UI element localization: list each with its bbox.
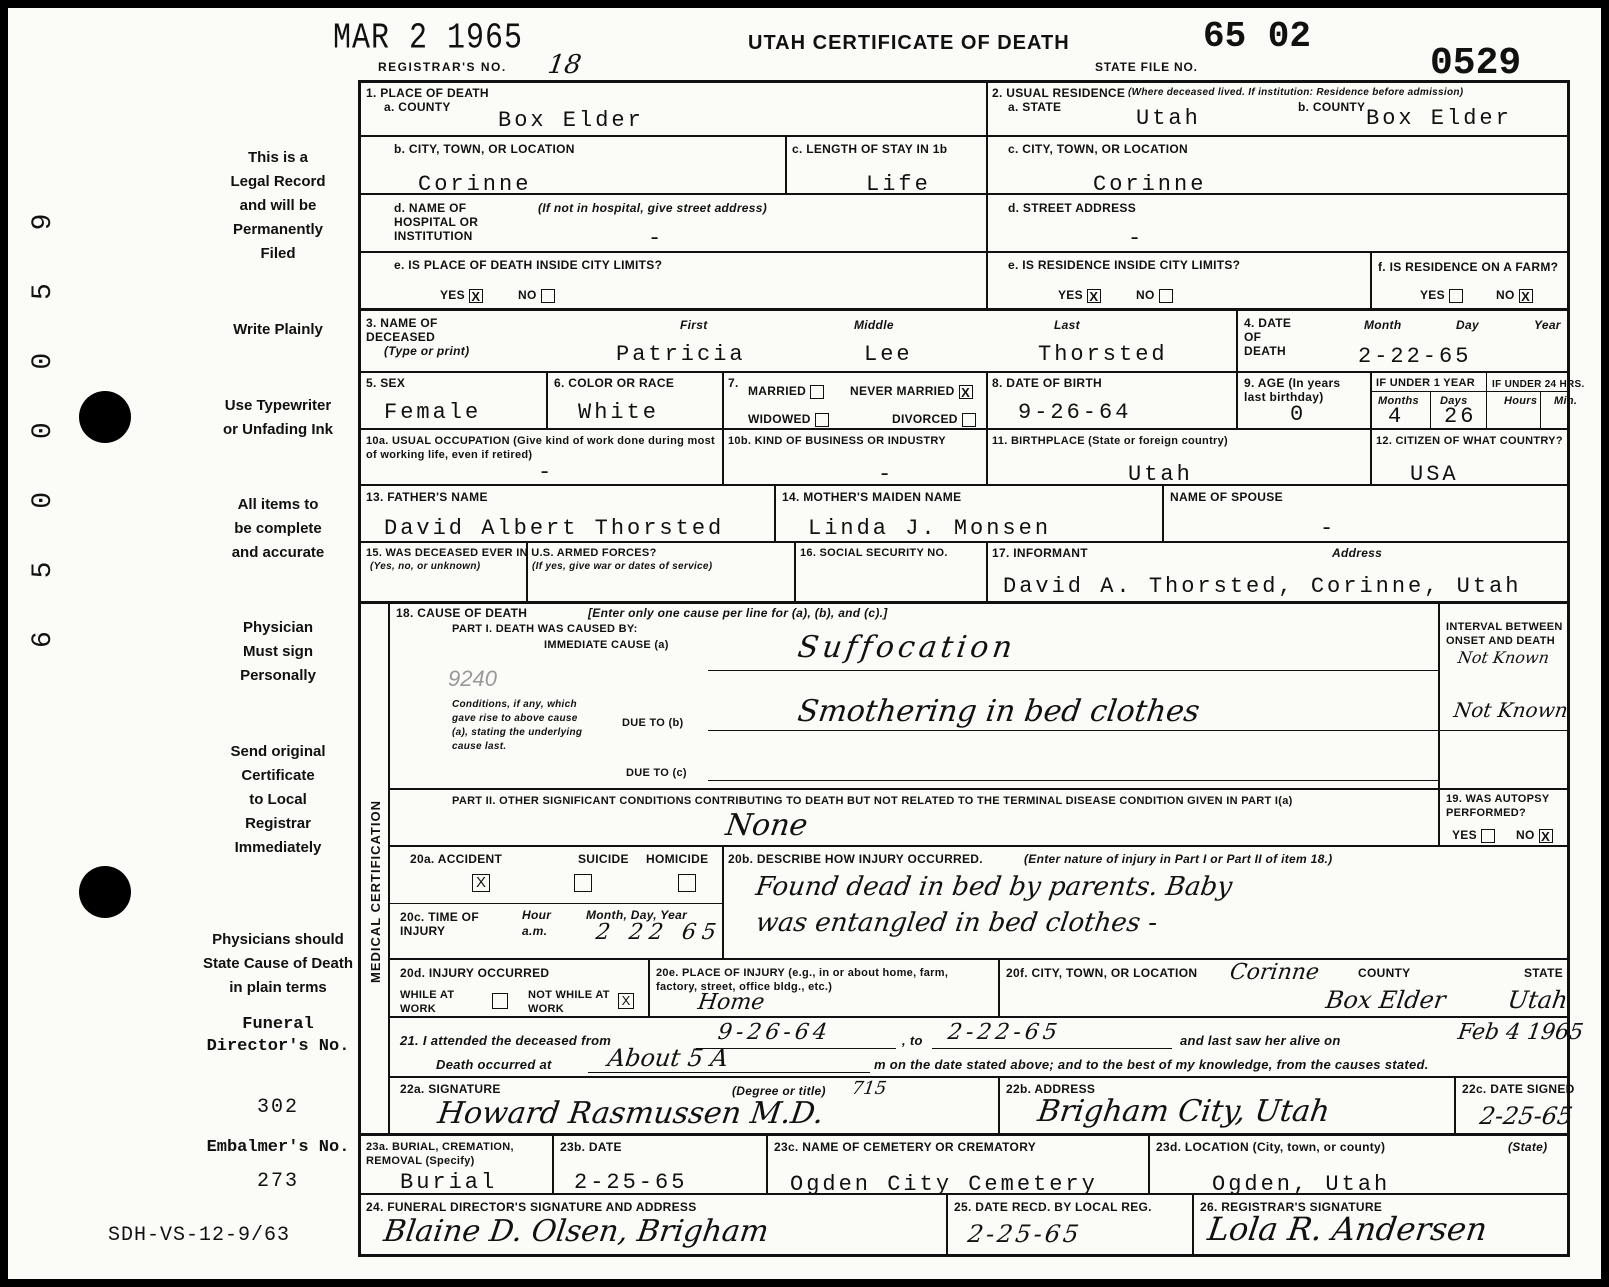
describe-injury-label: 20b. DESCRIBE HOW INJURY OCCURRED. xyxy=(728,852,983,866)
date-of-death: 2-22-65 xyxy=(1358,344,1472,369)
accident-label: 20a. ACCIDENT xyxy=(410,852,503,866)
sidebar-send-original: Send original Certificate to Local Registrar Immediately xyxy=(230,743,326,856)
cemetery-location-label: 23d. LOCATION (City, town, or county) xyxy=(1156,1140,1386,1154)
spouse-label: NAME OF SPOUSE xyxy=(1170,490,1283,504)
autopsy-yes: YES xyxy=(1452,828,1495,843)
injury-county: Box Elder xyxy=(1324,986,1448,1014)
county-label: a. COUNTY xyxy=(384,100,451,114)
date-of-birth: 9-26-64 xyxy=(1018,400,1132,425)
homicide-checkbox xyxy=(674,874,696,892)
minutes-label: Min. xyxy=(1554,395,1578,407)
while-at-work-checkbox xyxy=(488,992,508,1010)
street-address: - xyxy=(1128,226,1145,251)
hospital-note: (If not in hospital, give street address) xyxy=(538,201,768,215)
name-of-deceased-label: 3. NAME OF DECEASED xyxy=(366,316,438,344)
registrar-number: 18 xyxy=(545,50,584,80)
month-day-year-label: Month, Day, Year xyxy=(586,908,688,922)
injury-county-label: COUNTY xyxy=(1358,966,1411,980)
autopsy-no: NO X xyxy=(1516,828,1553,843)
armed-forces-label: 15. WAS DECEASED EVER IN U.S. ARMED FORCES? xyxy=(366,547,657,559)
medical-certification-label: MEDICAL CERTIFICATION xyxy=(368,799,383,983)
last-saw-date: Feb 4 1965 xyxy=(1456,1020,1585,1045)
cemetery-location: Ogden, Utah xyxy=(1212,1172,1391,1197)
injury-occurred-label: 20d. INJURY OCCURRED xyxy=(400,966,550,980)
age-months: 4 xyxy=(1388,404,1405,429)
suicide-checkbox xyxy=(570,874,592,892)
injury-state-label: STATE xyxy=(1524,966,1564,980)
under-24-hrs-label: IF UNDER 24 HRS. xyxy=(1492,379,1585,390)
cause-of-death-label: 18. CAUSE OF DEATH xyxy=(396,606,528,620)
injury-date: 2 22 65 xyxy=(594,920,724,945)
citizen-label: 12. CITIZEN OF WHAT COUNTRY? xyxy=(1376,435,1563,447)
death-occurred-time: About 5 A xyxy=(606,1044,731,1072)
informant-label: 17. INFORMANT xyxy=(992,546,1088,560)
place-of-death-label: 1. PLACE OF DEATH xyxy=(366,86,489,100)
date-received: 2-25-65 xyxy=(966,1220,1084,1248)
hospital-label: d. NAME OF HOSPITAL OR INSTITUTION xyxy=(394,201,479,243)
father-name: David Albert Thorsted xyxy=(384,516,725,541)
injury-description-2: was entangled in bed clothes - xyxy=(753,908,1160,938)
date-received-label: 25. DATE RECD. BY LOCAL REG. xyxy=(954,1200,1152,1214)
state-file-number: 0529 xyxy=(1430,42,1522,85)
last-saw-label: and last saw her alive on xyxy=(1180,1033,1341,1048)
city-label: b. CITY, TOWN, OR LOCATION xyxy=(394,142,575,156)
residence-state-label: a. STATE xyxy=(1008,100,1062,114)
burial-date-label: 23b. DATE xyxy=(560,1140,622,1154)
street-address-label: d. STREET ADDRESS xyxy=(1008,201,1137,215)
residence-city: Corinne xyxy=(1093,172,1207,197)
sidebar-state-cause: Physicians should State Cause of Death in plain terms xyxy=(202,931,354,996)
not-at-work-label: NOT WHILE AT WORK xyxy=(528,989,610,1015)
type-or-print-note: (Type or print) xyxy=(384,344,470,358)
part-two-label: PART II. OTHER SIGNIFICANT CONDITIONS CONTRIBUTING TO DEATH BUT NOT RELATED TO THE TERMINAL DISEASE CONDITION GIVEN IN PART I(a) xyxy=(452,795,1293,807)
residence-county-label: b. COUNTY xyxy=(1298,100,1366,114)
date-signed-label: 22c. DATE SIGNED xyxy=(1462,1082,1575,1096)
funeral-director-number: 302 xyxy=(256,1096,299,1119)
part-one-label: PART I. DEATH WAS CAUSED BY: xyxy=(452,623,638,635)
race-label: 6. COLOR OR RACE xyxy=(554,376,675,390)
immediate-cause-value: Suffocation xyxy=(795,630,1019,665)
residence-limits-no: NO xyxy=(1136,288,1173,303)
sidebar-physician: Physician Must sign Personally xyxy=(240,619,316,684)
armed-forces-note-2: (If yes, give war or dates of service) xyxy=(532,561,713,572)
registrar-signature: Lola R. Andersen xyxy=(1205,1210,1490,1248)
length-of-stay-label: c. LENGTH OF STAY IN 1b xyxy=(792,142,948,156)
death-occurred-label: Death occurred at xyxy=(436,1057,552,1072)
residence-city-label: c. CITY, TOWN, OR LOCATION xyxy=(1008,142,1189,156)
punch-hole-bottom xyxy=(79,866,131,918)
length-of-stay: Life xyxy=(866,172,931,197)
suicide-label: SUICIDE xyxy=(578,852,629,866)
death-county: Box Elder xyxy=(498,108,644,133)
age-days: 26 xyxy=(1444,404,1477,429)
date-stamp: MAR 2 1965 xyxy=(333,18,524,60)
not-at-work-checkbox: X xyxy=(614,992,634,1010)
sidebar-typewriter: Use Typewriter or Unfading Ink xyxy=(223,397,333,438)
vertical-filing-number: 6 5 0 0 0 5 9 xyxy=(28,195,59,648)
month-label: Month xyxy=(1364,318,1402,332)
accident-checkbox: X xyxy=(468,874,490,892)
widowed-checkbox: WIDOWED xyxy=(748,412,829,427)
physician-number: 715 xyxy=(850,1078,888,1099)
farm-yes: YES xyxy=(1420,288,1463,303)
funeral-director-label: Funeral Director's No. xyxy=(206,1015,350,1056)
days-label: Days xyxy=(1440,395,1468,407)
mother-name: Linda J. Monsen xyxy=(808,516,1052,541)
sex-label: 5. SEX xyxy=(366,376,406,390)
farm-label: f. IS RESIDENCE ON A FARM? xyxy=(1378,260,1559,274)
never-married-checkbox: NEVER MARRIED X xyxy=(850,384,973,399)
embalmer-label: Embalmer's No. xyxy=(206,1138,350,1157)
death-city: Corinne xyxy=(418,172,532,197)
physician-address-label: 22b. ADDRESS xyxy=(1006,1082,1096,1096)
physician-address: Brigham City, Utah xyxy=(1035,1094,1333,1129)
first-label: First xyxy=(680,318,708,332)
immediate-cause-label: IMMEDIATE CAUSE (a) xyxy=(544,639,669,651)
am-label: a.m. xyxy=(522,924,548,938)
registrar-signature-label: 26. REGISTRAR'S SIGNATURE xyxy=(1200,1200,1383,1214)
interval-b: Not Known xyxy=(1452,698,1570,722)
interval-label: INTERVAL BETWEEN ONSET AND DEATH xyxy=(1446,621,1563,647)
informant-address-label: Address xyxy=(1332,546,1383,560)
conditions-note: Conditions, if any, which gave rise to above cause (a), stating the underlying cause last. xyxy=(452,699,583,752)
occupation-value: - xyxy=(538,460,555,485)
cemetery-name: Ogden City Cemetery xyxy=(790,1172,1098,1197)
date-of-birth-label: 8. DATE OF BIRTH xyxy=(992,376,1102,390)
describe-injury-note: (Enter nature of injury in Part I or Part II of item 18.) xyxy=(1024,852,1333,866)
birthplace-value: Utah xyxy=(1128,462,1193,487)
attended-to: 2-22-65 xyxy=(946,1020,1063,1045)
burial-date: 2-25-65 xyxy=(574,1170,688,1195)
day-label: Day xyxy=(1456,318,1479,332)
married-checkbox: MARRIED xyxy=(748,384,824,399)
due-to-b-label: DUE TO (b) xyxy=(622,717,684,729)
armed-forces-note-1: (Yes, no, or unknown) xyxy=(370,561,481,572)
form-frame xyxy=(358,80,1570,1257)
injury-description-1: Found dead in bed by parents. Baby xyxy=(753,872,1235,902)
part-two-value: None xyxy=(723,808,810,843)
business-value: - xyxy=(878,462,895,487)
place-of-injury-label: 20e. PLACE OF INJURY (e.g., in or about home, farm, factory, street, office bldg., etc.) xyxy=(656,967,949,993)
burial-label: 23a. BURIAL, CREMATION, REMOVAL (Specify) xyxy=(366,1141,514,1167)
funeral-director-signature: Blaine D. Olsen, Brigham xyxy=(381,1214,771,1249)
certificate-paper: MAR 2 1965 REGISTRAR'S NO. 18 UTAH CERTIFICATE OF DEATH STATE FILE NO. 65 02 0529 This is a Legal Record and will be Permanently Filed Write Plainly Use Typewriter or Unfading Ink All items to be complete and accurate Physician Must sign Personally Send original Certificate to Local Registrar Immediately Physicians should State Cause of Death in plain terms Funeral Director's No. 302 Embalmer's No. 273 SDH-VS-12-9/63 6 5 0 0 0 5 9 MEDICAL CERTIFICATION 1. PLACE OF DEATH a. COUNTY Box Elder 2. USUAL RESIDENCE (Where deceased lived. If institution: Residence before admission) a. STATE Utah b. COUNTY Box Elder b. CITY, TOWN, OR LOCATION Corinne c. LENGTH OF STAY IN 1b Life c. CITY, TOWN, OR LOCATION Corinne d. NAME OF HOSPITAL OR INSTITUTION (If not in hospital, give street address) - d. STREET ADDRESS - e. IS PLACE OF DEATH INSIDE CITY LIMITS? YES X NO e. IS RESIDENCE INSIDE CITY LIMITS? YES X NO f. IS RESIDENCE ON A FARM? YES NO X 3. NAME OF DECEASED (Type or print) First Middle Last Patricia Lee Thorsted 4. DATE OF DEATH Month Day Year 2-22-65 5. SEX Female 6. COLOR OR RACE White 7. MARRIED NEVER MARRIED X WIDOWED DIVORCED 8. DATE OF BIRTH 9-26-64 9. AGE (In years last birthday) 0 IF UNDER 1 YEAR IF UNDER 24 HRS. Months Days Hours Min. 4 26 10a. USUAL OCCUPATION (Give kind of work done during most of working life, even if retired) - 10b. KIND OF BUSINESS OR INDUSTRY - 11. BIRTHPLACE (State or foreign country) Utah 12. CITIZEN OF WHAT COUNTRY? USA 13. FATHER'S NAME David Albert Thorsted 14. MOTHER'S MAIDEN NAME Linda J. Monsen NAME OF SPOUSE - 15. WAS DECEASED EVER IN U.S. ARMED FORCES? (Yes, no, or unknown) (If yes, give war or dates of service) 16. SOCIAL SECURITY NO. 17. INFORMANT Address David A. Thorsted, Corinne, Utah 18. CAUSE OF DEATH [Enter only one cause per line for (a), (b), and (c).] PART I. DEATH WAS CAUSED BY: IMMEDIATE CAUSE (a) Suffocation 9240 Conditions, if any, which gave rise to above cause (a), stating the underlying cause last. DUE TO (b) Smothering in bed clothes DUE TO (c) INTERVAL BETWEEN ONSET AND DEATH Not Known Not Known PART II. OTHER SIGNIFICANT CONDITIONS CONTRIBUTING TO DEATH BUT NOT RELATED TO THE TERMINAL DISEASE CONDITION GIVEN IN PART I(a) None 19. WAS AUTOPSY PERFORMED? YES NO X 20a. ACCIDENT X SUICIDE HOMICIDE 20b. DESCRIBE HOW INJURY OCCURRED. (Enter nature of injury in Part I or Part II of item 18.) Found dead in bed by parents. Baby was entangled in bed clothes - 20c. TIME OF INJURY Hour a.m. Month, Day, Year 2 22 65 20d. INJURY OCCURRED WHILE AT WORK NOT WHILE AT WORK X 20e. PLACE OF INJURY (e.g., in or about home, farm, factory, street, office bldg., etc.) Home 20f. CITY, TOWN, OR LOCATION Corinne COUNTY Box Elder STATE Utah 21. I attended the deceased from 9-26-64 , to 2-22-65 and last saw her alive on Feb 4 1965 Death occurred at About 5 A m on the date stated above; and to the best of my knowledge, from the causes stated. 22a. SIGNATURE (Degree or title) 715 Howard Rasmussen M.D. 22b. ADDRESS Brigham City, Utah 22c. DATE SIGNED 2-25-65 23a. BURIAL, CREMATION, REMOVAL (Specify) Burial 23b. DATE 2-25-65 23c. NAME OF CEMETERY OR CREMATORY Ogden City Cemetery 23d. LOCATION (City, town, or county) (State) Ogden, Utah 24. FUNERAL DIRECTOR'S SIGNATURE AND ADDRESS Blaine D. Olsen, Brigham 25. DATE RECD. BY LOCAL REG. 2-25-65 26. REGISTRAR'S SIGNATURE Lola R. Andersen xyxy=(8,8,1601,1279)
under-1-year-label: IF UNDER 1 YEAR xyxy=(1376,377,1476,389)
attended-from-label: 21. I attended the deceased from xyxy=(400,1033,612,1048)
place-of-injury: Home xyxy=(696,990,767,1015)
residence-note: (Where deceased lived. If institution: Residence before admission) xyxy=(1128,87,1464,98)
sidebar-legal-record: This is a Legal Record and will be Permanently Filed xyxy=(230,149,326,262)
last-label: Last xyxy=(1054,318,1080,332)
first-name: Patricia xyxy=(616,342,746,367)
interval-a: Not Known xyxy=(1456,648,1551,667)
middle-name: Lee xyxy=(864,342,913,367)
hospital-value: - xyxy=(648,226,665,251)
business-label: 10b. KIND OF BUSINESS OR INDUSTRY xyxy=(728,435,946,447)
months-label: Months xyxy=(1378,395,1419,407)
inside-city-limits-label: e. IS PLACE OF DEATH INSIDE CITY LIMITS? xyxy=(394,258,663,272)
spouse-value: - xyxy=(1320,516,1337,541)
year-label: Year xyxy=(1534,318,1561,332)
injury-state: Utah xyxy=(1506,986,1570,1014)
sex-value: Female xyxy=(384,400,482,425)
file-prefix: 65 02 xyxy=(1203,16,1312,57)
time-of-injury-label: 20c. TIME OF INJURY xyxy=(400,910,479,938)
date-signed: 2-25-65 xyxy=(1478,1102,1575,1130)
cause-code: 9240 xyxy=(448,666,497,691)
last-name: Thorsted xyxy=(1038,342,1168,367)
residence-county: Box Elder xyxy=(1366,106,1512,131)
usual-residence-label: 2. USUAL RESIDENCE xyxy=(992,86,1126,100)
attended-from: 9-26-64 xyxy=(716,1020,833,1045)
mother-label: 14. MOTHER'S MAIDEN NAME xyxy=(782,490,962,504)
form-code: SDH-VS-12-9/63 xyxy=(108,1224,291,1247)
death-occurred-text: m on the date stated above; and to the best of my knowledge, from the causes stated. xyxy=(874,1057,1429,1072)
residence-limits-yes: YES X xyxy=(1058,288,1101,303)
funeral-director-signature-label: 24. FUNERAL DIRECTOR'S SIGNATURE AND ADDRESS xyxy=(366,1200,697,1214)
autopsy-label: 19. WAS AUTOPSY PERFORMED? xyxy=(1446,793,1550,819)
punch-hole-top xyxy=(79,391,131,443)
occupation-label: 10a. USUAL OCCUPATION (Give kind of work done during most of working life, even if retired) xyxy=(366,435,715,461)
age-value: 0 xyxy=(1290,402,1307,427)
sidebar-write-plainly: Write Plainly xyxy=(233,321,323,338)
residence-limits-label: e. IS RESIDENCE INSIDE CITY LIMITS? xyxy=(1008,258,1241,272)
embalmer-number: 273 xyxy=(256,1170,299,1193)
informant-value: David A. Thorsted, Corinne, Utah xyxy=(1003,574,1522,599)
middle-label: Middle xyxy=(854,318,894,332)
injury-city: Corinne xyxy=(1228,960,1321,985)
death-limits-no: NO xyxy=(518,288,555,303)
degree-label: (Degree or title) xyxy=(732,1084,826,1098)
while-at-work-label: WHILE AT WORK xyxy=(400,989,455,1015)
signature-label: 22a. SIGNATURE xyxy=(400,1082,501,1096)
due-to-b-value: Smothering in bed clothes xyxy=(795,694,1202,729)
death-limits-yes: YES X xyxy=(440,288,483,303)
date-of-death-label: 4. DATE OF DEATH xyxy=(1244,316,1292,358)
cause-note: [Enter only one cause per line for (a), (b), and (c).] xyxy=(588,606,888,620)
race-value: White xyxy=(578,400,660,425)
physician-signature: Howard Rasmussen M.D. xyxy=(435,1096,826,1131)
farm-no: NO X xyxy=(1496,288,1533,303)
sidebar-complete: All items to be complete and accurate xyxy=(231,496,325,561)
hours-label: Hours xyxy=(1504,395,1538,407)
burial-value: Burial xyxy=(400,1170,498,1195)
ssn-label: 16. SOCIAL SECURITY NO. xyxy=(800,547,948,559)
divorced-checkbox: DIVORCED xyxy=(892,412,976,427)
injury-city-label: 20f. CITY, TOWN, OR LOCATION xyxy=(1006,966,1198,980)
certificate-title: UTAH CERTIFICATE OF DEATH xyxy=(748,32,1070,54)
cemetery-label: 23c. NAME OF CEMETERY OR CREMATORY xyxy=(774,1140,1037,1154)
father-label: 13. FATHER'S NAME xyxy=(366,490,488,504)
age-label: 9. AGE (In years last birthday) xyxy=(1244,376,1341,404)
state-file-label: STATE FILE NO. xyxy=(1095,60,1198,74)
hour-label: Hour xyxy=(522,908,552,922)
due-to-c-label: DUE TO (c) xyxy=(626,767,687,779)
registrar-label: REGISTRAR'S NO. xyxy=(378,60,507,74)
residence-state: Utah xyxy=(1136,106,1201,131)
birthplace-label: 11. BIRTHPLACE (State or foreign country) xyxy=(992,435,1228,447)
attended-to-label: , to xyxy=(902,1033,923,1048)
citizen-value: USA xyxy=(1410,462,1459,487)
cemetery-state-label: (State) xyxy=(1508,1140,1548,1154)
homicide-label: HOMICIDE xyxy=(646,852,709,866)
